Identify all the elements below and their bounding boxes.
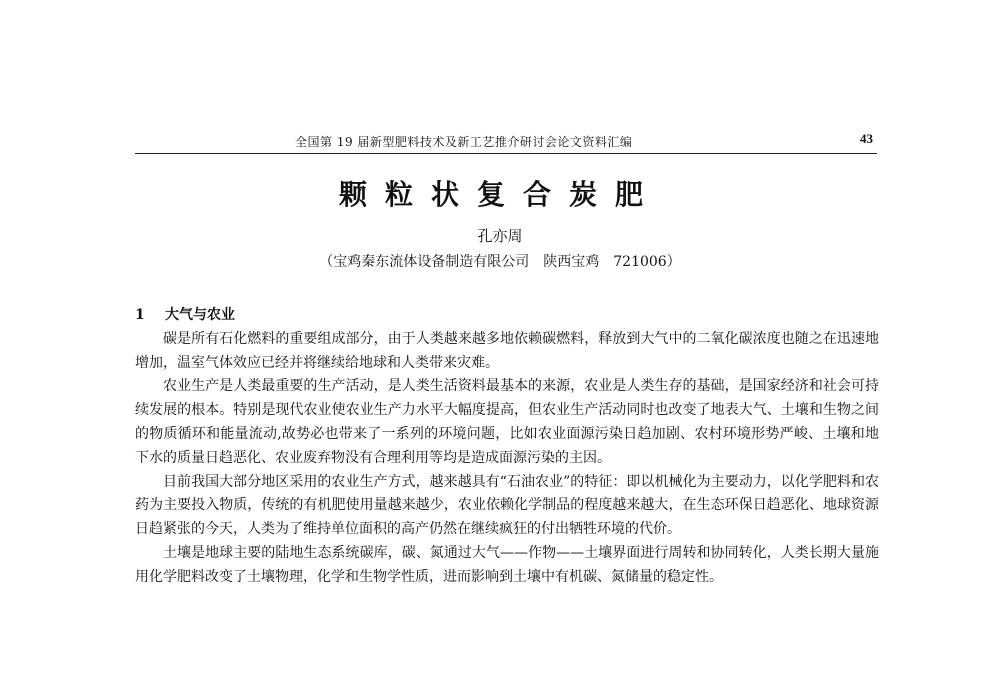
article-body [135,304,879,590]
article-title: 颗粒状复合炭肥 [338,178,661,211]
author-name: 孔亦周 [477,227,523,245]
author-affiliation: （宝鸡秦东流体设备制造有限公司 陕西宝鸡 721006） [319,254,681,270]
section-title: 大气与农业 [165,307,235,323]
paragraph-3: 目前我国大部分地区采用的农业生产方式，越来越具有“石油农业”的特征：即以机械化为主要动力，以化学肥料和农药为主要投入物质，传统的有机肥使用量越来越少，农业依赖化学制品的程度越来越大，在生态环保日趋恶化、地球资源日趋紧张的今天，人类为了维持单位面积的高产仍然在继续疯狂的付出牺牲环境的代价。 [135,473,879,538]
journal-title: 全国第 19 届新型肥料技术及新工艺推介研讨会论文资料汇编 [295,135,633,149]
page-number: 43 [860,131,873,146]
paragraph-4: 土壤是地球主要的陆地生态系统碳库，碳、氮通过大气——作物——土壤界面进行周转和协同转化，人类长期大量施用化学肥料改变了土壤物理，化学和生物学性质，进而影响到土壤中有机碳、氮储量的稳定性。 [135,544,879,585]
running-header [135,131,877,154]
paragraph-2: 农业生产是人类最重要的生产活动，是人类生活资料最基本的来源，农业是人类生存的基础，是国家经济和社会可持续发展的根本。特别是现代农业使农业生产力水平大幅度提高，但农业生产活动同时也改变了地表大气、土壤和生物之间的物质循环和能量流动,故势必也带来了一系列的环境问题，比如农业面源污染日趋加剧、农村环境形势严峻、土壤和地下水的质量日趋恶化、农业废弃物没有合理利用等均是造成面源污染的主因。 [135,378,879,466]
paragraph-1: 碳是所有石化燃料的重要组成部分，由于人类越来越多地依赖碳燃料，释放到大气中的二氧化碳浓度也随之在迅速地增加，温室气体效应已经并将继续给地球和人类带来灾难。 [135,330,879,371]
section-number: 1 [135,307,145,323]
section-heading [135,304,879,328]
